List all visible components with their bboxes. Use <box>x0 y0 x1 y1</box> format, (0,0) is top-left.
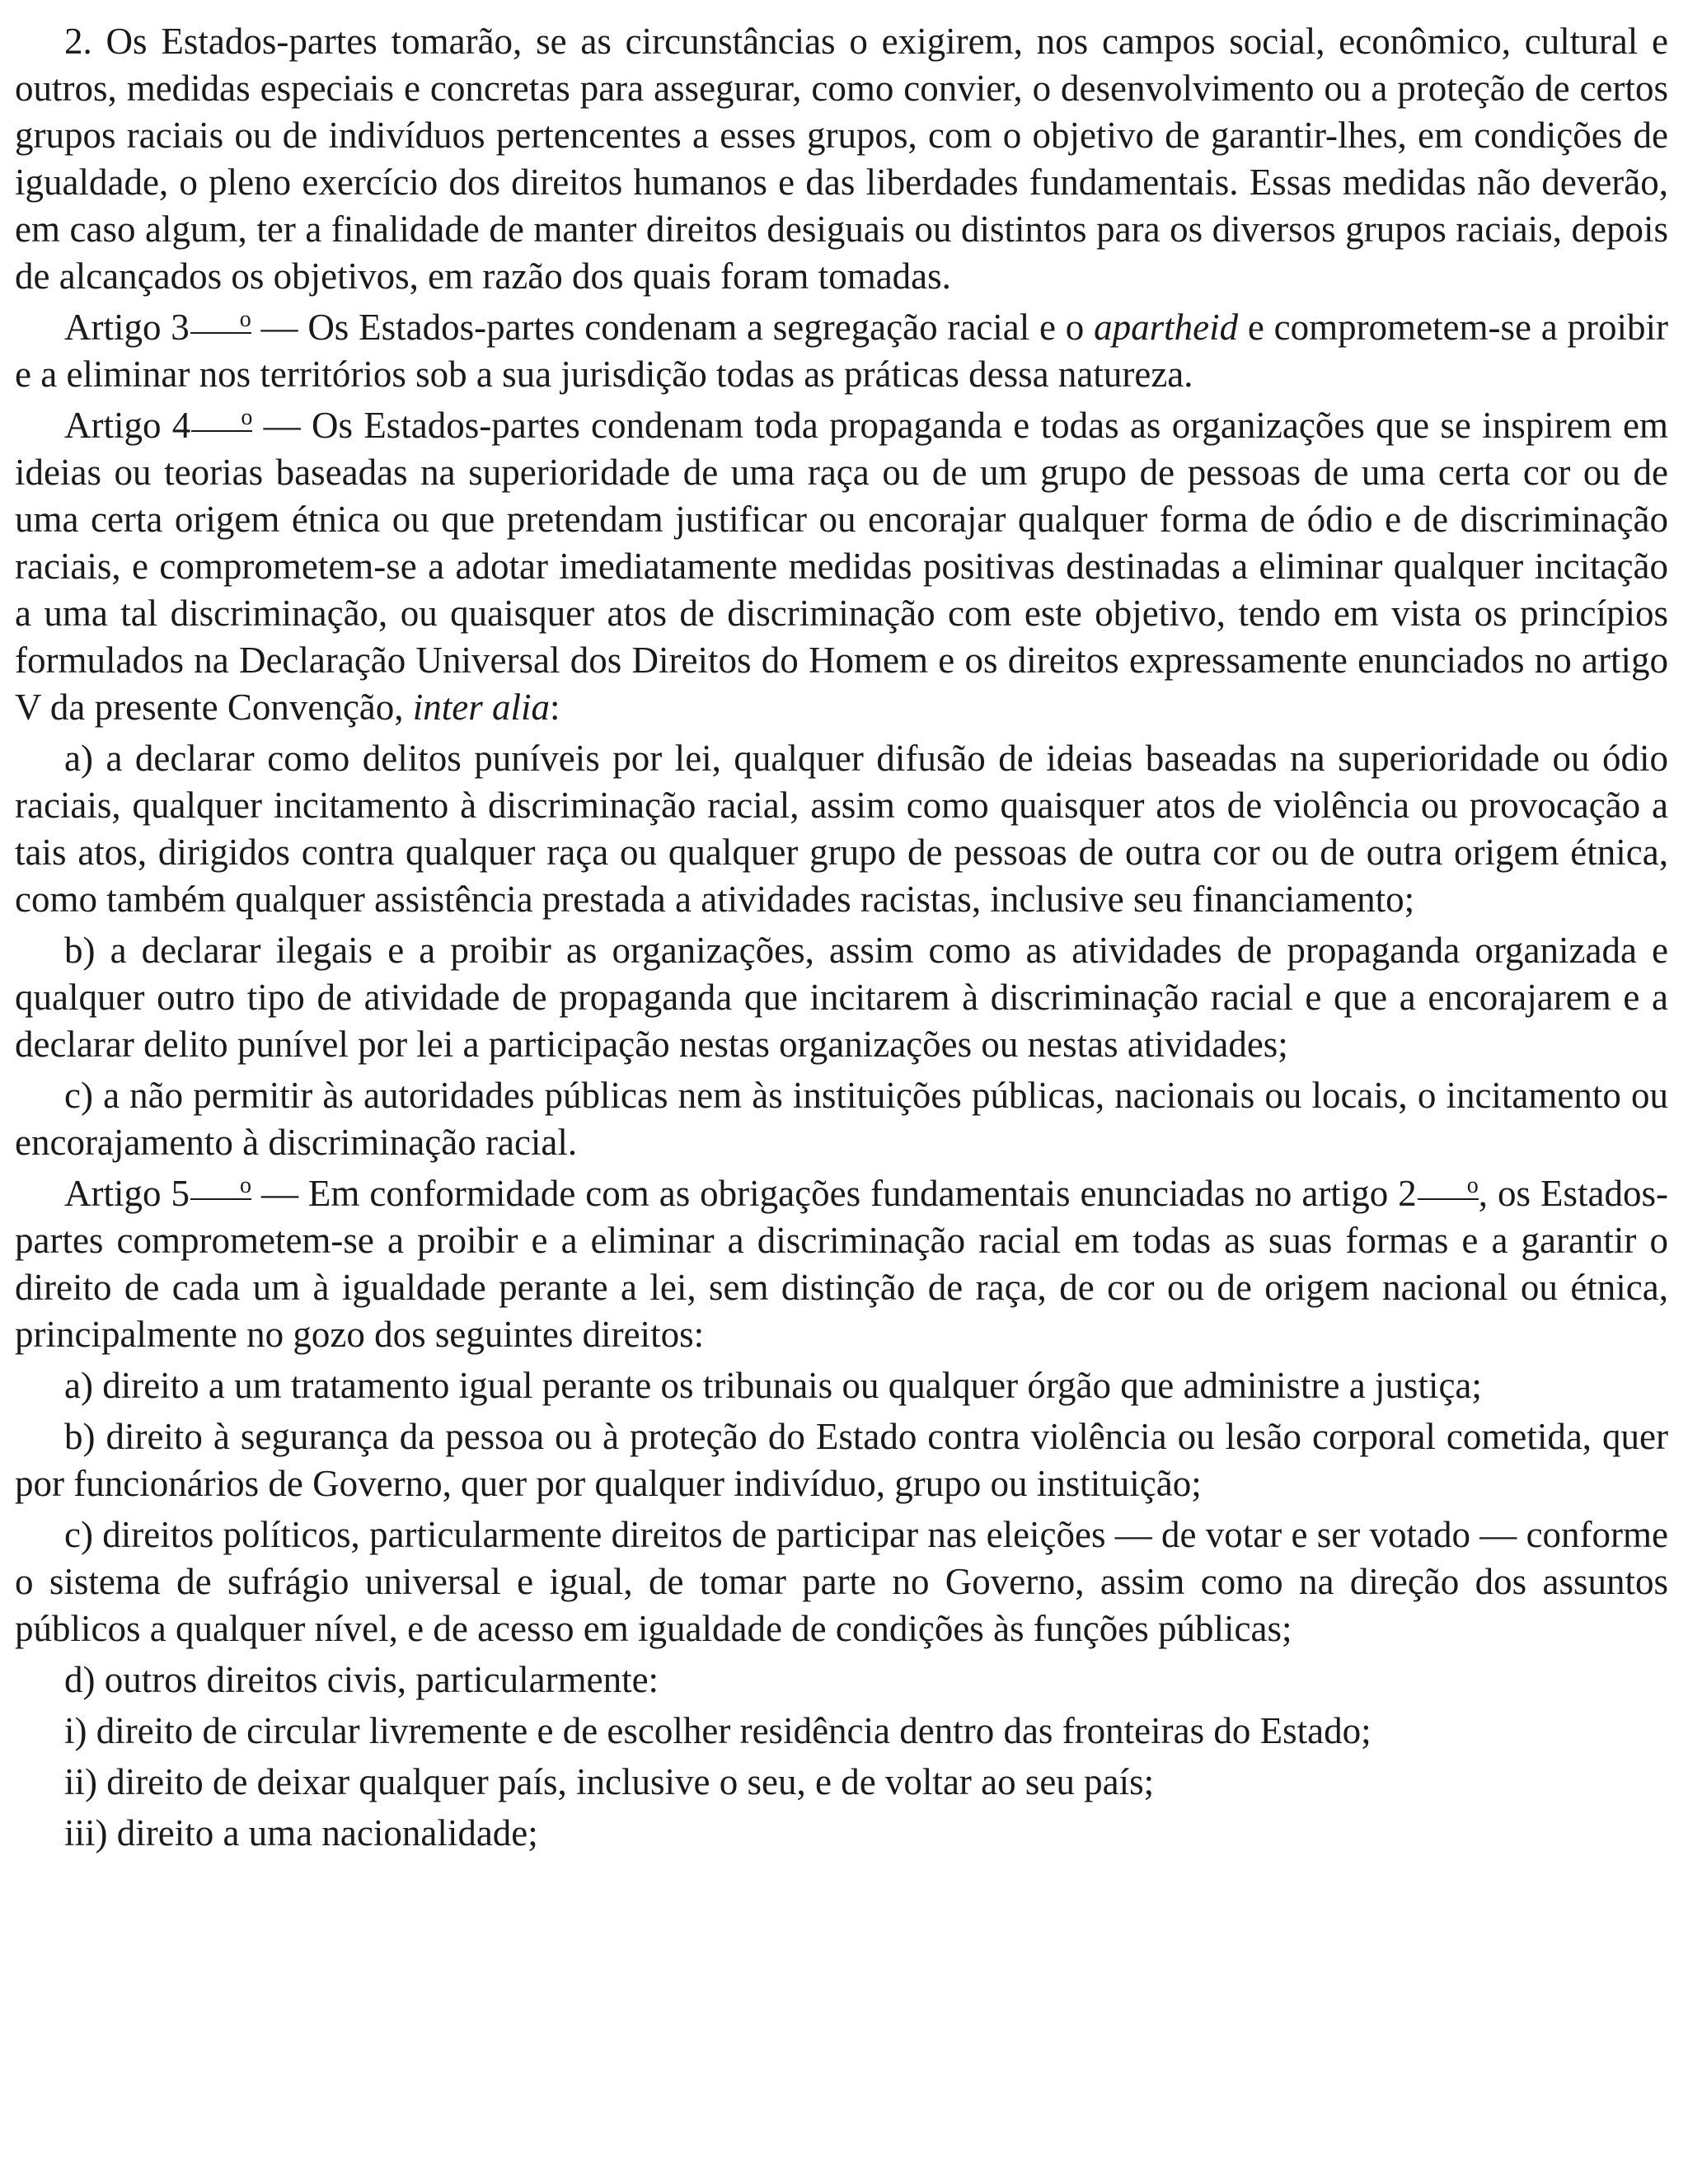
ordinal-indicator: o <box>190 308 251 334</box>
article-5-item-d-i: i) direito de circular livremente e de escolher residência dentro das fronteiras do Estado; <box>64 1710 1372 1751</box>
article-5-text-b: , os Estados-partes comprometem-se a proibir e a eliminar a discriminação racial em todas as suas formas e a garantir o direito de cada um à igualdade perante a lei, sem distinção de raça, de cor ou de origem nacional ou étnica, principalmente no gozo dos seguintes direitos: <box>15 1173 1668 1355</box>
article-4-item-b: b) a declarar ilegais e a proibir as organizações, assim como as atividades de propaganda organizada e qualquer outro tipo de atividade de propaganda que incitarem à discriminação racial e que a encorajarem e a declarar delito punível por lei a participação nestas organizações ou nestas atividades; <box>15 930 1668 1065</box>
ordinal-indicator: o <box>190 1174 251 1200</box>
article-3-italic-term: apartheid <box>1094 307 1239 348</box>
article-5-item-d-iii: iii) direito a uma nacionalidade; <box>64 1812 538 1854</box>
article-3 <box>15 304 1668 398</box>
article-5-item-d-ii: ii) direito de deixar qualquer país, inclusive o seu, e de voltar ao seu país; <box>64 1761 1155 1802</box>
article-4 <box>15 402 1668 731</box>
article-5 <box>15 1170 1668 1358</box>
article-3-text-b: e comprometem-se a proibir e a eliminar nos territórios sob a sua jurisdição todas as práticas dessa natureza. <box>15 307 1668 395</box>
ordinal-indicator: o <box>1418 1174 1479 1200</box>
document-page <box>15 18 1668 1861</box>
article-4-text-a: — Os Estados-partes condenam toda propaganda e todas as organizações que se inspirem em ideias ou teorias baseadas na superioridade de uma raça ou de um grupo de pessoas de uma certa cor ou de uma certa origem étnica ou que pretendam justificar ou encorajar qualquer forma de ódio e de discriminação raciais, e comprometem-se a adotar imediatamente medidas positivas destinadas a eliminar qualquer incitação a uma tal discriminação, ou quaisquer atos de discriminação com este objetivo, tendo em vista os princípios formulados na Declaração Universal dos Direitos do Homem e os direitos expressamente enunciados no artigo V da presente Convenção, <box>15 405 1668 728</box>
article-5-item-b: b) direito à segurança da pessoa ou à proteção do Estado contra violência ou lesão corporal cometida, quer por funcionários de Governo, quer por qualquer indivíduo, grupo ou instituição; <box>15 1416 1668 1504</box>
article-5-item-a: a) direito a um tratamento igual perante os tribunais ou qualquer órgão que administre a justiça; <box>64 1365 1482 1406</box>
article-3-text-a: — Os Estados-partes condenam a segregação racial e o <box>251 307 1095 348</box>
article-5-text-a: — Em conformidade com as obrigações fundamentais enunciadas no artigo 2 <box>251 1173 1417 1214</box>
article-3-heading: Artigo 3 <box>64 307 190 348</box>
article-5-item-d: d) outros direitos civis, particularmente: <box>64 1659 659 1700</box>
article-4-text-b: : <box>550 687 560 728</box>
article-4-item-a: a) a declarar como delitos puníveis por lei, qualquer difusão de ideias baseadas na superioridade ou ódio raciais, qualquer incitamento à discriminação racial, assim como quaisquer atos de violência ou provocação a tais atos, dirigidos contra qualquer raça ou qualquer grupo de pessoas de outra cor ou de outra origem étnica, como também qualquer assistência prestada a atividades racistas, inclusive seu financiamento; <box>15 738 1668 920</box>
article-4-item-c: c) a não permitir às autoridades públicas nem às instituições públicas, nacionais ou locais, o incitamento ou encorajamento à discriminação racial. <box>15 1075 1668 1163</box>
article-5-heading: Artigo 5 <box>64 1173 190 1214</box>
article-4-heading: Artigo 4 <box>64 405 191 446</box>
ordinal-indicator: o <box>191 406 252 432</box>
article-5-item-c: c) direitos políticos, particularmente direitos de participar nas eleições — de votar e ser votado — conforme o sistema de sufrágio universal e igual, de tomar parte no Governo, assim como na direção dos assuntos públicos a qualquer nível, e de acesso em igualdade de condições às funções públicas; <box>15 1514 1668 1649</box>
paragraph-2: 2. Os Estados-partes tomarão, se as circunstâncias o exigirem, nos campos social, econômico, cultural e outros, medidas especiais e concretas para assegurar, como convier, o desenvolvimento ou a proteção de certos grupos raciais ou de indivíduos pertencentes a esses grupos, com o objetivo de garantir-lhes, em condições de igualdade, o pleno exercício dos direitos humanos e das liberdades fundamentais. Essas medidas não deverão, em caso algum, ter a finalidade de manter direitos desiguais ou distintos para os diversos grupos raciais, depois de alcançados os objetivos, em razão dos quais foram tomadas. <box>15 21 1668 297</box>
article-4-italic-term: inter alia <box>412 687 551 728</box>
